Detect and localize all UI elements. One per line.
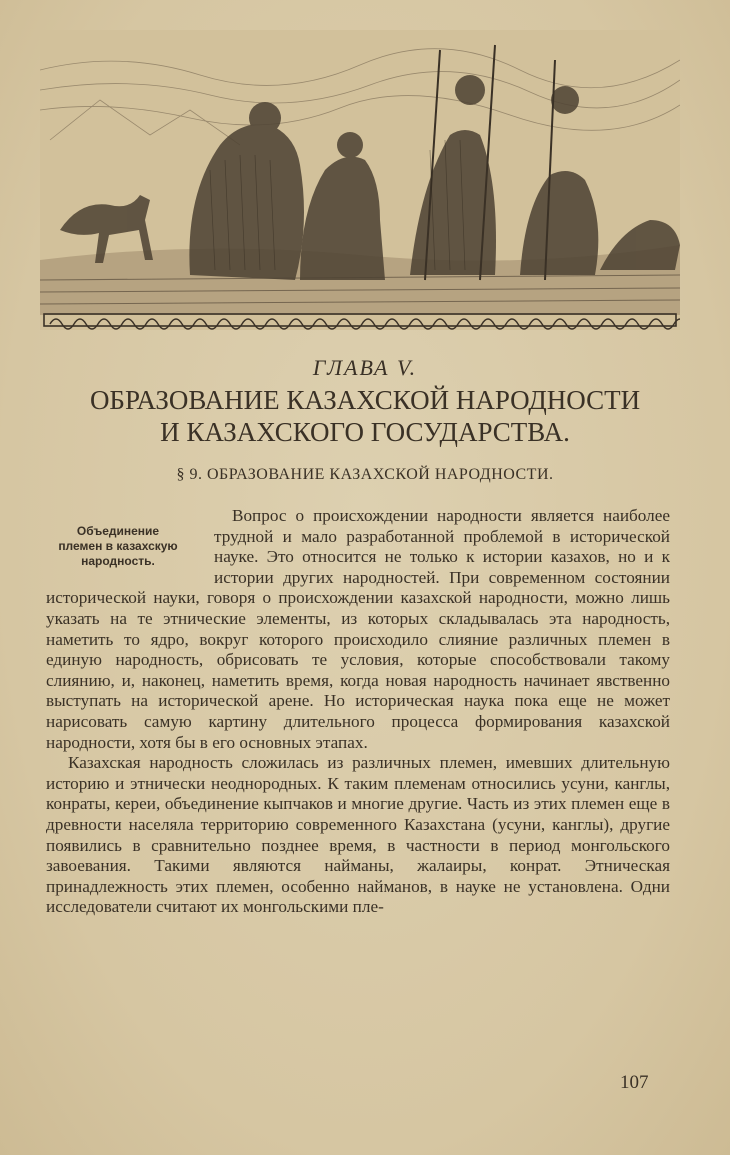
page-number: 107 (620, 1072, 649, 1093)
chapter-label: ГЛАВА V. (312, 355, 418, 380)
paragraph-2: Казахская народность сложилась из различных племен, имевших длительную историю и этнически неоднородных. К таким племенам относились усуни, канглы, конраты, кереи, объединение кыпчаков и многие другие. Часть из этих племен еще в древности населяла территорию современного Казахстана (усуни, канглы), другие появились в сравнительно позднее время, в частности в период монгольского завоевания. Такими являются найманы, жалаиры, конрат. Этническая принадлежность этих племен, особенно найманов, в науке не установлена. Одни исследователи считают их монгольскими пле- (46, 753, 670, 917)
margin-note-line1: Объединение (76, 524, 160, 538)
chapter-title (0, 384, 730, 448)
margin-note-line2: племен в казахскую (58, 539, 178, 553)
margin-note-line3: народность. (81, 554, 155, 568)
section-title: § 9. ОБРАЗОВАНИЕ КАЗАХСКОЙ НАРОДНОСТИ. (176, 466, 554, 483)
body-text (46, 506, 670, 918)
margin-note-gap (44, 506, 214, 588)
chapter-title-line2: И КАЗАХСКОГО ГОСУДАРСТВА. (160, 417, 570, 447)
chapter-illustration (40, 30, 680, 330)
paragraph-1-text: Вопрос о происхождении народности является наиболее трудной и мало разработанной проблемой в исторической науке. Это относится не только к истории казахов, но и к истории других народностей. При современном состоянии исторической науки, говоря о происхождении казахской народности, можно лишь указать на те этнические элементы, из которых складывалась эта народность, наметить то ядро, вокруг которого происходило слияние различных племен в единую народность, обрисовать те условия, которые способствовали такому слиянию, и, наконец, наметить время, когда новая народность начинает явственно выступать на исторической арене. Но историческая наука пока еще не может нарисовать самую картину длительного процесса формирования казахской народности, хотя бы в его основных этапах. (46, 506, 670, 752)
chapter-title-line1: ОБРАЗОВАНИЕ КАЗАХСКОЙ НАРОДНОСТИ (89, 385, 641, 415)
